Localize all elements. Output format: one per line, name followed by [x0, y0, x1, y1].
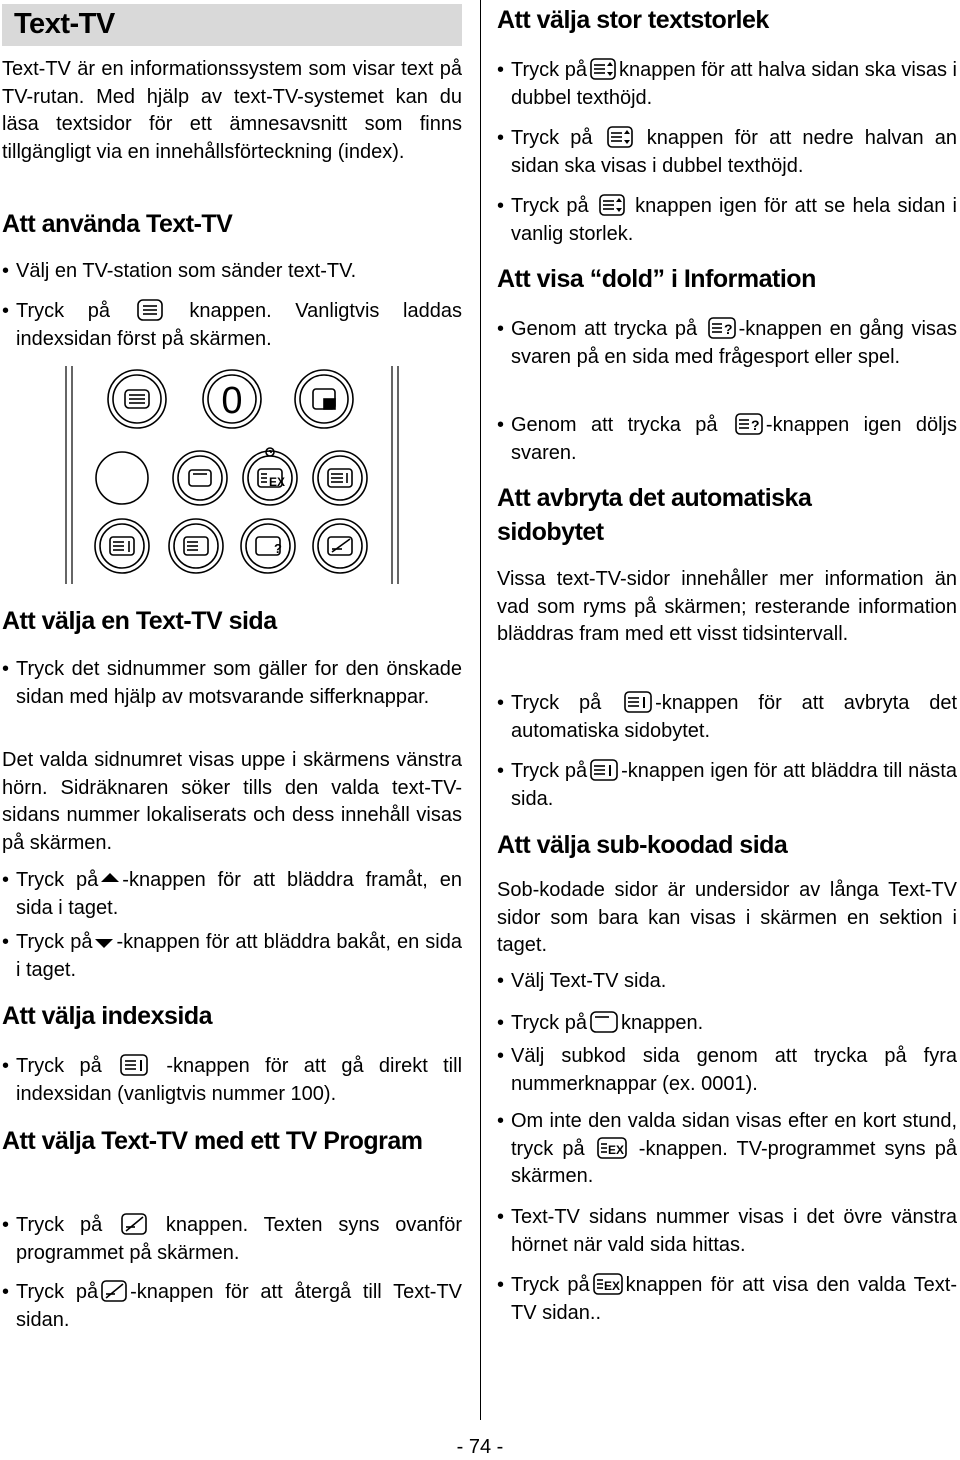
- cancel-icon: [593, 1273, 623, 1295]
- intro-paragraph: Text-TV är en informationssystem som visar text på TV-rutan. Med hjälp av text-TV-systemet kan du läsa textsidor för ett ämnesavsnitt som finns tillgängligt via en innehållsförteckning (index).: [2, 58, 462, 163]
- bullet-text-a: Tryck på: [16, 931, 93, 953]
- svg-text:EX: EX: [607, 1142, 624, 1157]
- subcode-icon: [590, 1011, 618, 1033]
- page-number: - 74 -: [456, 1436, 504, 1458]
- heading-teletext-with-program: Att välja Text-TV med ett TV Program: [2, 1127, 423, 1155]
- reveal-icon: [735, 413, 763, 435]
- bullet-mix-button: [2, 1212, 462, 1267]
- bullet-text-b: -knappen för att gå direkt till indexsidan (vanligtvis nummer 100).: [16, 1055, 463, 1105]
- bullet-text-a: Tryck på: [16, 1214, 103, 1236]
- bullet-size-normal: [497, 193, 957, 248]
- bullet-hold-stop: [497, 690, 957, 745]
- bullet-hold-next: [497, 758, 957, 813]
- heading-large-text: Att välja stor textstorlek: [497, 6, 769, 34]
- remote-control-illustration: [62, 366, 402, 584]
- bullet-show-page: [497, 1272, 957, 1327]
- bullet-text-a: Tryck på: [511, 195, 589, 217]
- bullet-mix-return: [2, 1279, 462, 1334]
- bullet-index-button: [2, 1053, 462, 1108]
- heading-select-page: Att välja en Text-TV sida: [2, 607, 277, 635]
- arrow-up-icon: [99, 871, 121, 885]
- bullet-text-b: knappen. Vanligtvis laddas indexsidan först på skärmen.: [16, 300, 462, 350]
- bullet-select-station: • Välj en TV-station som sänder text-TV.: [2, 258, 462, 286]
- bullet-text-a: Tryck på: [16, 300, 111, 322]
- bullet-text-a: Tryck på: [511, 127, 593, 149]
- bullet-text-a: Tryck på: [511, 760, 588, 782]
- bullet-text-a: Tryck på: [511, 692, 602, 714]
- svg-text:EX: EX: [603, 1279, 620, 1293]
- bullet-text-b: -knappen för att avbryta det automatiska sidobytet.: [511, 692, 958, 742]
- reveal-icon: [708, 317, 736, 339]
- page-title: Text-TV: [14, 8, 115, 40]
- bullet-text-b: -knappen. TV-programmet syns på skärmen.: [511, 1137, 957, 1187]
- bullet-text-a: Genom att trycka på: [511, 414, 718, 436]
- bullet-text-b: knappen för att nedre halvan an sidan ska visas i dubbel texthöjd.: [511, 127, 957, 177]
- bullet-page-found: • Text-TV sidans nummer visas i det övre vänstra hörnet när vald sida hittas.: [497, 1204, 957, 1259]
- bullet-text-a: Tryck på: [16, 1281, 99, 1303]
- bullet-reveal-show: [497, 316, 957, 371]
- arrow-down-icon: [93, 936, 115, 950]
- bullet-text-a: Genom att trycka på: [511, 318, 698, 340]
- hold-icon: [590, 759, 618, 781]
- cancel-icon: [597, 1137, 627, 1159]
- zero-key-label: 0: [221, 380, 243, 422]
- bullet-enter-page-number: • Tryck det sidnummer som gäller for den önskade sidan med hjälp av motsvarande sifferknappar.: [2, 656, 462, 711]
- bullet-text-b: knappen. Texten syns ovanför programmet på skärmen.: [16, 1214, 463, 1264]
- svg-text:EX: EX: [269, 475, 286, 489]
- heading-hold: Att avbryta det automatiska sidobytet: [497, 484, 812, 546]
- bullet-text-a: Tryck på: [511, 59, 587, 81]
- bullet-select-page: • Välj Text-TV sida.: [497, 968, 957, 996]
- bullet-size-bottom-half: [497, 125, 957, 180]
- bullet-text-b: -knappen en gång visas svaren på en sida med frågesport eller spel.: [511, 318, 958, 368]
- size-icon: [599, 194, 625, 216]
- heading-use-teletext: Att använda Text-TV: [2, 210, 233, 238]
- bullet-reveal-hide: [497, 412, 957, 467]
- bullet-text-a: Om inte den valda sidan visas efter en kort stund, tryck på: [511, 1110, 957, 1160]
- bullet-text-a: Tryck på: [16, 1055, 102, 1077]
- bullet-cancel: [497, 1108, 957, 1191]
- bullet-press-text-button: [2, 298, 462, 353]
- bullet-text-b: knappen för att halva sidan ska visas i dubbel texthöjd.: [511, 59, 958, 109]
- paragraph-subcode: Sob-kodade sidor är undersidor av långa Text-TV sidor som bara kan visas i skärmen en sektion i taget.: [497, 879, 957, 956]
- mix-icon: [121, 1213, 147, 1235]
- size-icon: [607, 126, 633, 148]
- heading-subcode: Att välja sub-koodad sida: [497, 831, 788, 859]
- column-divider: [480, 0, 481, 1420]
- heading-select-index: Att välja indexsida: [2, 1002, 213, 1030]
- bullet-text-a: Tryck på: [16, 869, 99, 891]
- bullet-page-backward: [2, 929, 462, 984]
- bullet-text-b: -knappen för att återgå till Text-TV sidan.: [16, 1281, 463, 1331]
- svg-text:?: ?: [723, 321, 733, 337]
- bullet-text-b: knappen för att visa den valda Text-TV sidan..: [511, 1274, 957, 1324]
- bullet-text-b: knappen.: [620, 1012, 704, 1034]
- mix-icon: [101, 1280, 127, 1302]
- page-title-bar: [2, 4, 462, 46]
- size-icon: [590, 58, 616, 80]
- teletext-icon: [137, 299, 163, 321]
- hold-icon: [624, 691, 652, 713]
- heading-reveal: Att visa “dold” i Information: [497, 265, 816, 293]
- bullet-text-b: -knappen för att bläddra bakåt, en sida i taget.: [16, 931, 462, 981]
- svg-text:?: ?: [750, 417, 760, 433]
- bullet-text-b: -knappen igen döljs svaren.: [511, 414, 957, 464]
- bullet-subcode-button: [497, 1010, 957, 1038]
- bullet-text-a: Tryck på: [511, 1012, 587, 1034]
- index-icon: [120, 1054, 148, 1076]
- bullet-page-forward: [2, 867, 462, 922]
- bullet-text-b: -knappen igen för att bläddra till nästa sida.: [511, 760, 957, 810]
- paragraph-page-counter: Det valda sidnumret visas uppe i skärmens vänstra hörn. Sidräknaren söker tills den valda text-TV-sidans nummer lokaliserats och dess innehåll visas på skärmen.: [2, 749, 462, 854]
- svg-text:?: ?: [274, 541, 282, 556]
- bullet-text-b: knappen igen för att se hela sidan i vanlig storlek.: [511, 195, 957, 245]
- bullet-enter-subcode: • Välj subkod sida genom att trycka på fyra nummerknappar (ex. 0001).: [497, 1043, 957, 1098]
- bullet-text-b: -knappen för att bläddra framåt, en sida i taget.: [16, 869, 463, 919]
- paragraph-hold: Vissa text-TV-sidor innehåller mer information än vad som ryms på skärmen; resterande information bläddras fram med ett visst tidsintervall.: [497, 568, 957, 645]
- bullet-size-top-half: [497, 57, 957, 112]
- bullet-text-a: Tryck på: [511, 1274, 590, 1296]
